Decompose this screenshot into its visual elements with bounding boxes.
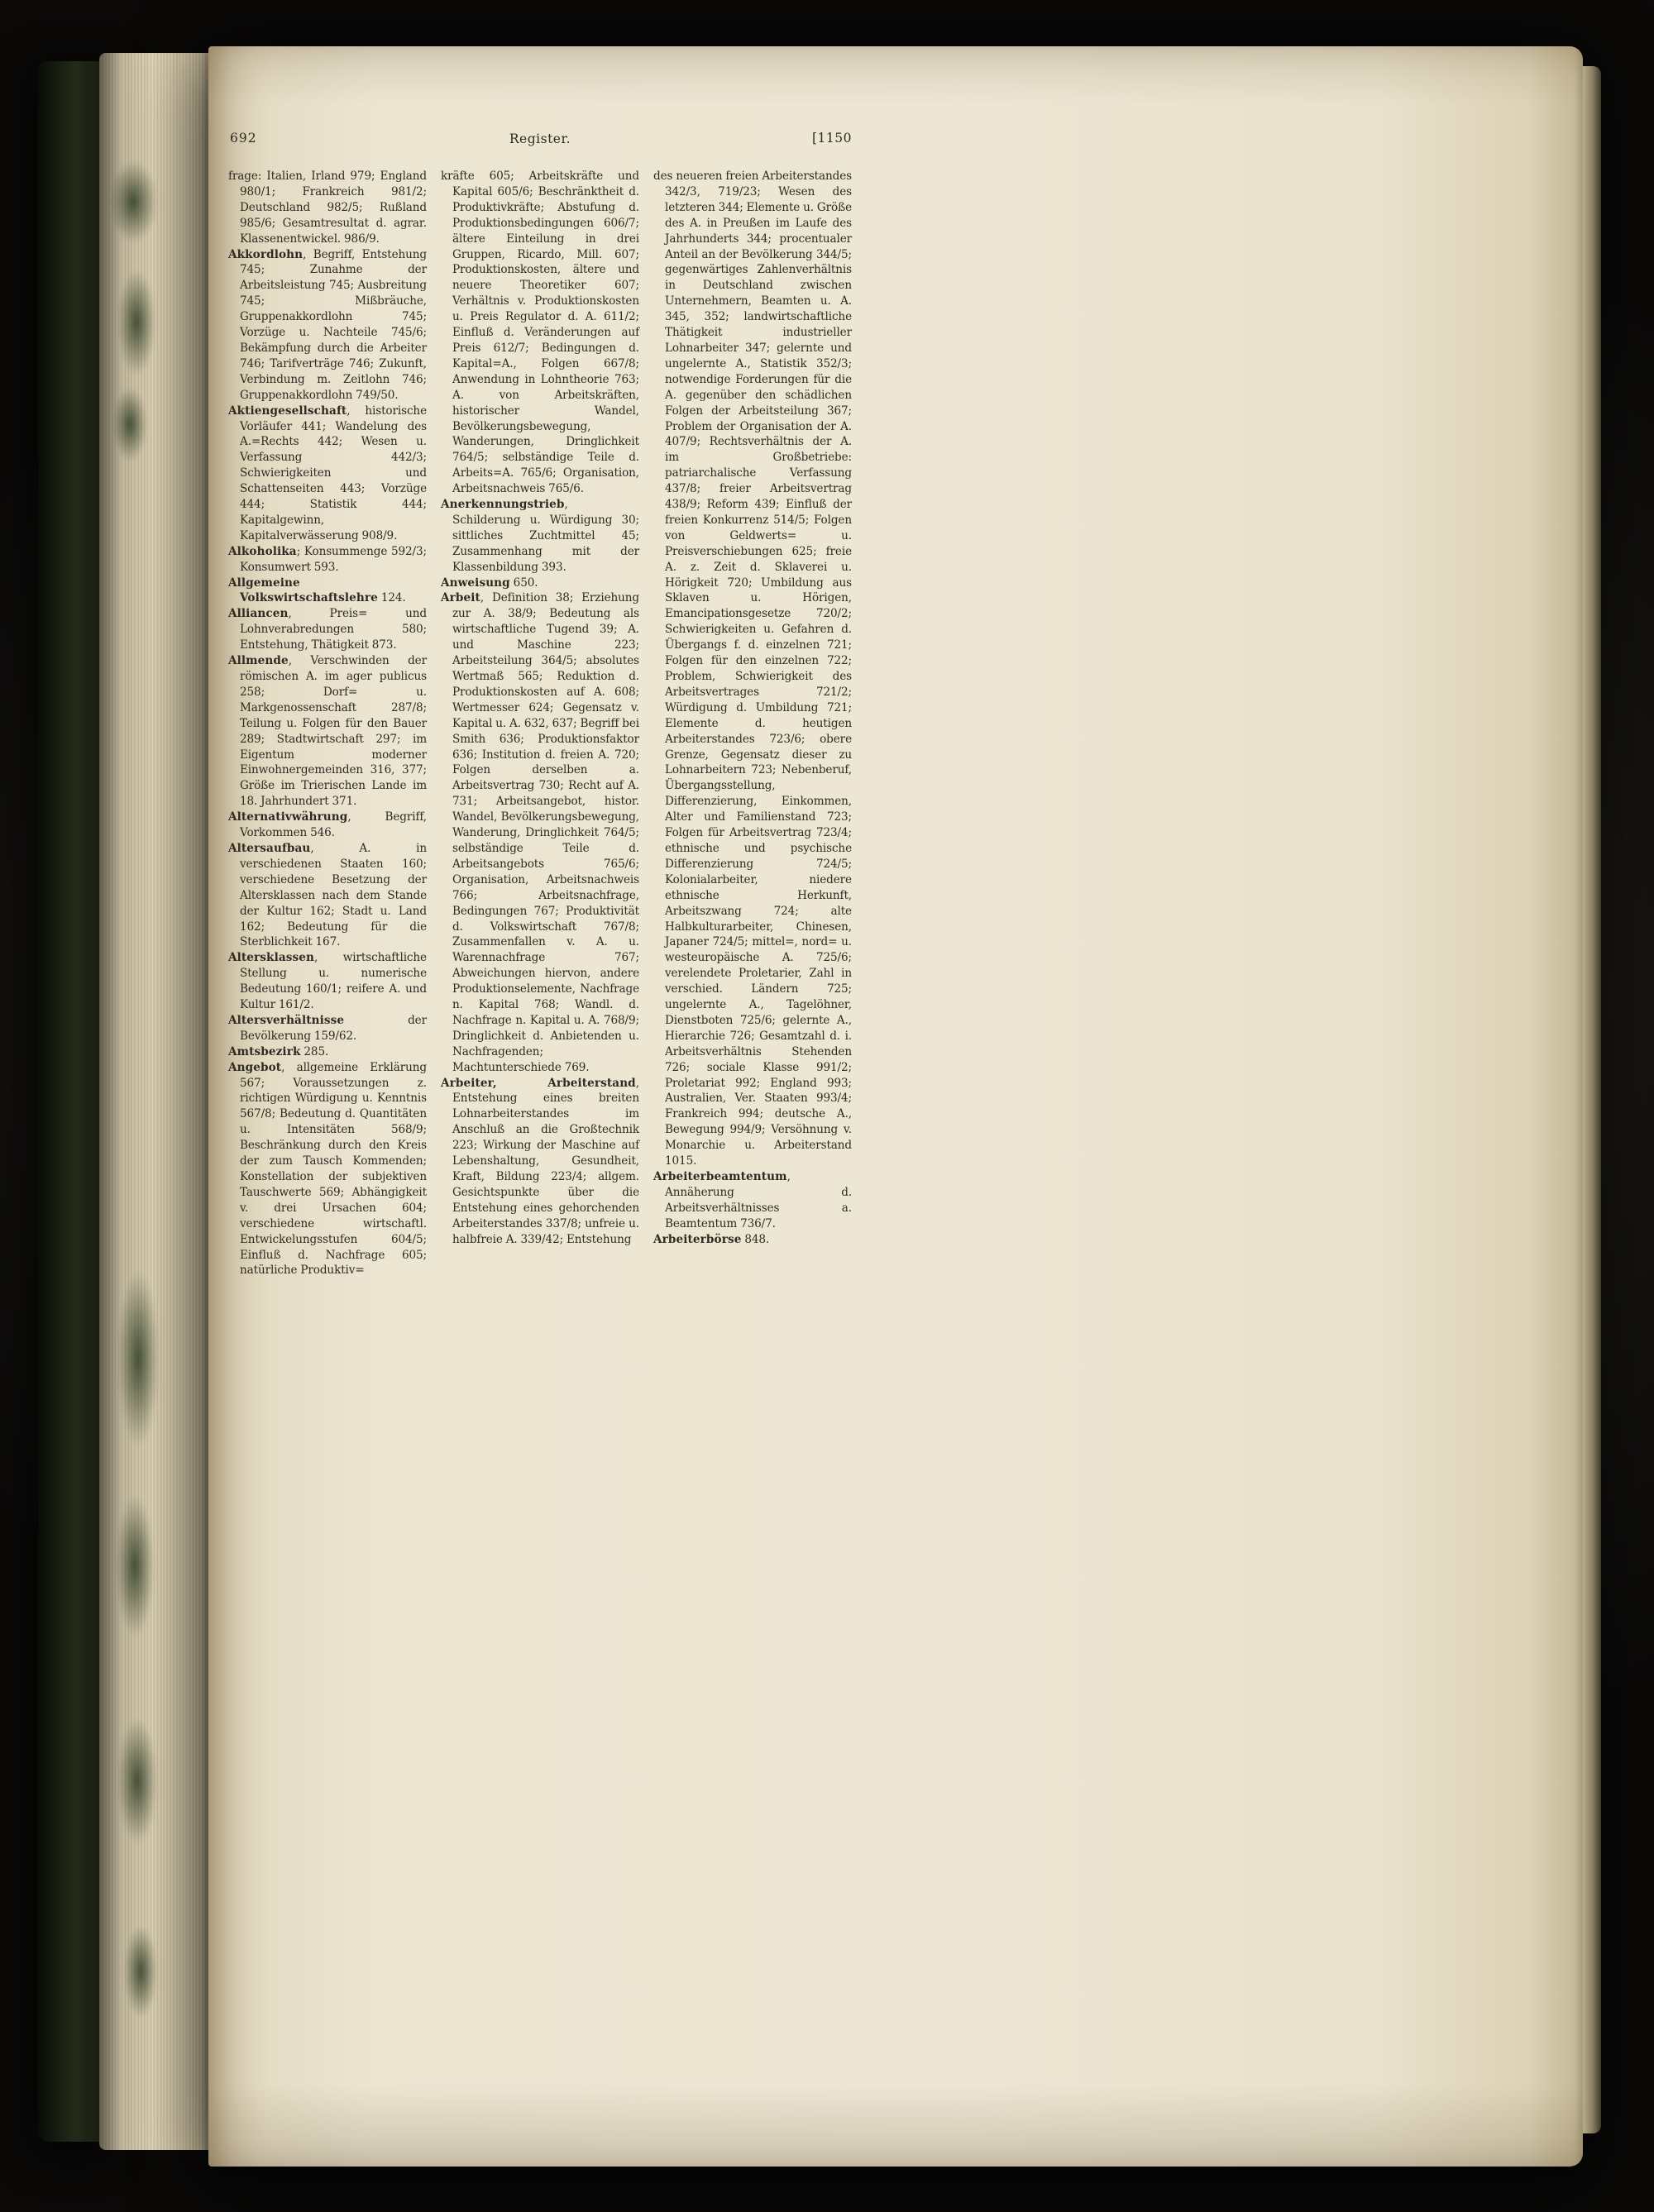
index-entry: [653, 1232, 852, 1248]
entry-headword: Amtsbezirk: [228, 1044, 301, 1058]
page-edge-stain: [124, 1925, 157, 2018]
entry-text: des neueren freien Arbeiterstandes 342/3, 719/23; Wesen des letzteren 344; Elemente u. Größe des A. in Preußen im Laufe des Jahrhunderts 344; procentualer Anteil an der Bevölkerung 344/5; gegenwärtiges Zahlenverhältnis in Deutschland zwischen Unternehmern, Beamten u. A. 345, 352; landwirtschaftliche Thätigkeit industrieller Lohnarbeiter 347; gelernte und ungelernte A., Statistik 352/3; notwendige Forderungen für die A. gegenüber den schädlichen Folgen der Arbeitsteilung 367; Problem der Organisation der A. 407/9; Rechtsverhältnis der A. im Großbetriebe: patriarchalische Verfassung 437/8; freier Arbeitsvertrag 438/9; Reform 439; Einfluß der freien Konkurrenz 514/5; Folgen von Geldwerts= u. Preisverschiebungen 625; freie A. z. Zeit d. Sklaverei u. Hörigkeit 720; Umbildung aus Sklaven u. Hörigen, Emancipationsgesetze 720/2; Schwierigkeiten u. Gefahren d. Übergangs f. d. einzelnen 721; Folgen für den einzelnen 722; Problem, Schwierigkeit des Arbeitsvertrages 721/2; Würdigung d. Umbildung 721; Elemente d. heutigen Arbeiterstandes 723/6; obere Grenze, Gegensatz dieser zu Lohnarbeitern 723; Nebenberuf, Übergangsstellung, Differenzierung, Einkommen, Alter und Familienstand 723; Folgen für Arbeitsvertrag 723/4; ethnische und psychische Differenzierung 724/5; Kolonialarbeiter, niedere ethnische Herkunft, Arbeitszwang 724; alte Halbkulturarbeiter, Chinesen, Japaner 724/5; mittel=, nord= u. westeuropäische A. 725/6; verelendete Proletarier, Zahl in verschied. Ländern 725; ungelernte A., Tagelöhner, Dienstboten 725/6; gelernte A., Hierarchie 726; Gesamtzahl d. i. Arbeitsverhältnis Stehenden 726; sociale Klasse 991/2; Proletariat 992; England 993; Australien, Ver. Staaten 993/4; Frankreich 994; deutsche A., Bewegung 994/9; Versöhnung v. Monarchie u. Arbeiterstand 1015.: [653, 170, 852, 1168]
page-edge-stain: [112, 387, 147, 461]
entry-text: 285.: [300, 1044, 329, 1058]
index-entry: [228, 247, 427, 404]
index-entry: [441, 1076, 639, 1248]
entry-text: , A. in verschiedenen Staaten 160; verschiedene Besetzung der Altersklassen nach dem Stande der Kultur 162; Stadt u. Land 162; Bedeutung für die Sterblichkeit 167.: [240, 841, 427, 949]
entry-headword: Alternativwährung: [228, 810, 348, 824]
page-header: [228, 131, 852, 149]
entry-text: , Annäherung d. Arbeitsverhältnisses a. Beamtentum 736/7.: [665, 1170, 852, 1230]
index-entry: [228, 653, 427, 810]
page-edge-stain: [117, 1270, 159, 1447]
page-number: 692: [230, 131, 257, 146]
index-column: [441, 169, 639, 1278]
index-entry: [228, 576, 427, 607]
entry-headword: Arbeiterbörse: [653, 1232, 742, 1246]
index-entry: [228, 169, 427, 247]
entry-text: frage: Italien, Irland 979; England 980/1; Frankreich 981/2; Deutschland 982/5; Rußland 985/6; Gesamtresultat d. agrar. Klassenentwickel. 986/9.: [228, 170, 427, 246]
index-entry: [228, 810, 427, 841]
index-entry: [228, 544, 427, 576]
entry-text: , Schilderung u. Würdigung 30; sittliches Zuchtmittel 45; Zusammenhang mit der Klassenbildung 393.: [452, 498, 639, 574]
entry-headword: Alliancen: [228, 607, 289, 621]
entry-text: 848.: [741, 1232, 770, 1246]
entry-headword: Arbeit: [441, 591, 480, 605]
index-entry: [228, 1013, 427, 1044]
entry-headword: Anerkennungstrieb: [441, 498, 565, 512]
index-entry: [441, 497, 639, 576]
page-edge-stack: [99, 53, 212, 2150]
entry-text: kräfte 605; Arbeitskräfte und Kapital 605/6; Beschränktheit d. Produktivkräfte; Abstufung d. Produktionsbedingungen 606/7; ältere Einteilung in drei Gruppen, Ricardo, Mill. 607; Produktionskosten, ältere und neuere Theoretiker 607; Verhältnis v. Produktionskosten u. Preis Regulator d. A. 611/2; Einfluß d. Veränderungen auf Preis 612/7; Bedingungen d. Kapital=A., Folgen 667/8; Anwendung in Lohntheorie 763; A. von Arbeitskräften, historischer Wandel, Bevölkerungsbewegung, Wanderungen, Dringlichkeit 764/5; selbständige Teile d. Arbeits=A. 765/6; Organisation, Arbeitsnachweis 765/6.: [441, 170, 639, 496]
page-edge-stain: [109, 160, 157, 243]
entry-headword: Aktiengesellschaft: [228, 404, 347, 418]
entry-headword: Altersklassen: [228, 951, 314, 965]
entry-text: , historische Vorläufer 441; Wandelung des A.=Rechts 442; Wesen u. Verfassung 442/3; Schwierigkeiten und Schattenseiten 443; Vorzüge 444; Statistik 444; Kapitalgewinn, Kapitalverwässerung 908/9.: [240, 404, 427, 542]
entry-headword: Altersaufbau: [228, 841, 311, 855]
entry-text: , Begriff, Vorkommen 546.: [240, 810, 427, 840]
entry-text: , wirtschaftliche Stellung u. numerische Bedeutung 160/1; reifere A. und Kultur 161/2.: [240, 951, 427, 1012]
entry-headword: Angebot: [228, 1060, 282, 1074]
column-number: [1150: [812, 131, 852, 146]
index-entry: [228, 404, 427, 544]
entry-headword: Akkordlohn: [228, 247, 304, 261]
entry-text: 650.: [509, 576, 538, 590]
index-entry: [441, 169, 639, 497]
facing-page-edge: [1583, 66, 1601, 2133]
index-text-block: [228, 169, 852, 1278]
index-entry: [228, 606, 427, 653]
entry-headword: Altersverhältnisse: [228, 1013, 345, 1027]
page-edge-stain: [116, 1495, 154, 1637]
index-column: [653, 169, 852, 1278]
book-page: [208, 46, 1583, 2167]
book-cover-spine: [38, 61, 104, 2142]
entry-headword: Allgemeine Volkswirtschaftslehre: [228, 576, 378, 605]
entry-text: der Bevölkerung 159/62.: [240, 1013, 427, 1043]
index-entry: [228, 841, 427, 950]
entry-text: , Entstehung eines breiten Lohnarbeiterstandes im Anschluß an die Großtechnik 223; Wirkung der Maschine auf Lebenshaltung, Gesundheit, Kraft, Bildung 223/4; allgem. Gesichtspunkte über die Entstehung eines gehorchenden Arbeiterstandes 337/8; unfreie u. halbfreie A. 339/42; Entstehung: [452, 1076, 639, 1246]
index-entry: [228, 1060, 427, 1279]
entry-headword: Alkoholika: [228, 544, 297, 558]
index-entry: [441, 576, 639, 591]
entry-text: 124.: [377, 591, 406, 605]
index-entry: [228, 1044, 427, 1060]
entry-text: , allgemeine Erklärung 567; Voraussetzungen z. richtigen Würdigung u. Kenntnis 567/8; Bedeutung d. Quantitäten u. Intensitäten 568/9; Beschränkung durch den Kreis der zum Tausch Kommenden; Konstellation der subjektiven Tauschwerte 569; Abhängigkeit v. drei Ursachen 604; verschiedene wirtschaftl. Entwickelungsstufen 604/5; Einfluß d. Nachfrage 605; natürliche Produktiv=: [240, 1060, 427, 1278]
entry-headword: Anweisung: [441, 576, 510, 590]
entry-text: ; Konsummenge 592/3; Konsumwert 593.: [240, 544, 427, 574]
index-column: [228, 169, 427, 1278]
index-entry: [653, 169, 852, 1169]
index-entry: [653, 1169, 852, 1232]
entry-text: , Verschwinden der römischen A. im ager publicus 258; Dorf= u. Markgenossenschaft 287/8; Teilung u. Folgen für den Bauer 289; Stadtwirtschaft 297; im Eigentum moderner Einwohnergemeinden 316, 377; Größe im Trierischen Lande im 18. Jahrhundert 371.: [240, 654, 427, 809]
index-entry: [228, 950, 427, 1013]
index-entry: [441, 590, 639, 1075]
entry-text: , Definition 38; Erziehung zur A. 38/9; Bedeutung als wirtschaftliche Tugend 39; A. und Maschine 223; Arbeitsteilung 364/5; absolutes Wertmaß 565; Reduktion d. Produktionskosten auf A. 608; Wertmesser 624; Gegensatz v. Kapital u. A. 632, 637; Begriff bei Smith 636; Produktionsfaktor 636; Institution d. freien A. 720; Folgen derselben a. Arbeitsvertrag 730; Recht auf A. 731; Arbeitsangebot, histor. Wandel, Bevölkerungsbewegung, Wanderung, Dringlichkeit 764/5; selbständige Teile d. Arbeitsangebots 765/6; Organisation, Arbeitsnachweis 766; Arbeitsnachfrage, Bedingungen 767; Produktivität d. Volkswirtschaft 767/8; Zusammenfallen v. A. u. Warennachfrage 767; Abweichungen hiervon, andere Produktionselemente, Nachfrage n. Kapital 768; Wandl. d. Nachfrage n. Kapital u. A. 768/9; Dringlichkeit d. Anbietenden u. Nachfragenden; Machtunterschiede 769.: [452, 591, 639, 1074]
entry-headword: Arbeiter, Arbeiterstand: [441, 1076, 636, 1090]
entry-text: , Preis= und Lohnverabredungen 580; Entstehung, Thätigkeit 873.: [240, 607, 427, 652]
entry-headword: Arbeiterbeamtentum: [653, 1170, 787, 1183]
page-edge-stain: [117, 270, 155, 375]
page-title: Register.: [509, 131, 571, 146]
page-edge-stain: [117, 1718, 157, 1844]
entry-text: , Begriff, Entstehung 745; Zunahme der Arbeitsleistung 745; Ausbreitung 745; Mißbräuche, Gruppenakkordlohn 745; Vorzüge u. Nachteile 745/6; Bekämpfung durch die Arbeiter 746; Tarifverträge 746; Zukunft, Verbindung m. Zeitlohn 746; Gruppenakkordlohn 749/50.: [240, 247, 427, 402]
entry-headword: Allmende: [228, 654, 289, 668]
